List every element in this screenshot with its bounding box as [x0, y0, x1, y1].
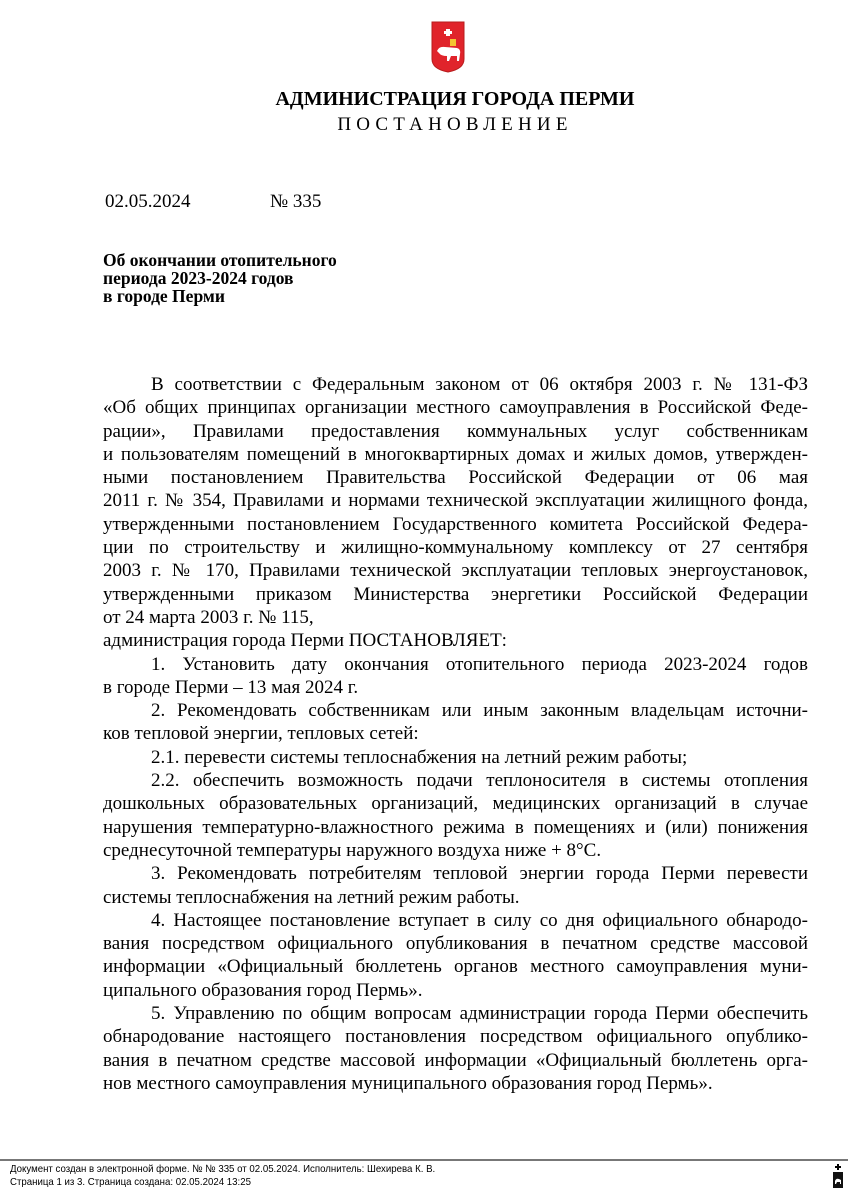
body-line: ными постановлением Правительства Российской Федерации от 06 мая	[103, 467, 808, 489]
document-type: ПОСТАНОВЛЕНИЕ	[337, 114, 573, 135]
body-line: информации «Официальный бюллетень органов местного самоуправления муни-	[103, 956, 808, 978]
perm-coat-of-arms-icon	[431, 21, 465, 73]
body-line: системы теплоснабжения на летний режим работы.	[103, 886, 520, 908]
body-line: от 24 марта 2003 г. № 115,	[103, 606, 314, 628]
body-line: утвержденными постановлением Государственного комитета Российской Федера-	[103, 513, 808, 535]
perm-emblem-small-icon	[832, 1163, 844, 1189]
subject-line: периода 2023-2024 годов	[103, 268, 294, 288]
body-line: нов местного самоуправления муниципального образования город Пермь».	[103, 1072, 713, 1094]
document-subject	[103, 251, 337, 305]
body-line: «Об общих принципах организации местного самоуправления в Российской Феде-	[103, 397, 808, 419]
body-line: среднесуточной температуры наружного воздуха ниже + 8°С.	[103, 839, 602, 861]
subject-line: в городе Перми	[103, 286, 225, 306]
body-line: В соответствии с Федеральным законом от 06 октября 2003 г. № 131-ФЗ	[151, 374, 808, 395]
footer-line: Страница 1 из 3. Страница создана: 02.05.2024 13:25	[10, 1175, 251, 1188]
body-line: 3. Рекомендовать потребителям тепловой энергии города Перми перевести	[151, 863, 808, 885]
body-line: нарушения температурно-влажностного режима в помещениях и (или) понижения	[103, 816, 808, 838]
body-line: 5. Управлению по общим вопросам администрации города Перми обеспечить	[151, 1003, 808, 1025]
body-line: 2.1. перевести системы теплоснабжения на летний режим работы;	[151, 746, 688, 768]
body-line: ков тепловой энергии, тепловых сетей:	[103, 723, 419, 745]
body-line: в городе Перми – 13 мая 2024 г.	[103, 676, 359, 698]
body-line: 2. Рекомендовать собственникам или иным законным владельцам источни-	[151, 700, 808, 722]
body-line: 2003 г. № 170, Правилами технической эксплуатации тепловых энергоустановок,	[103, 560, 808, 582]
body-line: 2011 г. № 354, Правилами и нормами технической эксплуатации жилищного фонда,	[103, 490, 808, 512]
body-line: ципального образования город Пермь».	[103, 979, 423, 1001]
body-line: администрация города Перми ПОСТАНОВЛЯЕТ:	[103, 630, 507, 652]
body-line: обнародование настоящего постановления посредством официального опублико-	[103, 1026, 808, 1048]
subject-line: Об окончании отопительного	[103, 250, 337, 270]
document-date: 02.05.2024	[105, 191, 191, 212]
document-body	[103, 373, 808, 1095]
footer-divider	[0, 1159, 848, 1161]
body-line: дошкольных образовательных организаций, медицинских организаций в случае	[103, 793, 808, 815]
body-line: утвержденными приказом Министерства энергетики Российской Федерации	[103, 583, 808, 605]
document-number: № 335	[270, 191, 322, 212]
footer	[10, 1163, 435, 1188]
body-line: 4. Настоящее постановление вступает в силу со дня официального обнародо-	[151, 909, 808, 931]
body-line: вания в печатном средстве массовой информации «Официальный бюллетень орга-	[103, 1049, 808, 1071]
body-line: ции по строительству и жилищно-коммунальному комплексу от 27 сентября	[103, 537, 808, 559]
organization-name: АДМИНИСТРАЦИЯ ГОРОДА ПЕРМИ	[275, 88, 635, 110]
body-line: 1. Установить дату окончания отопительного периода 2023-2024 годов	[151, 653, 808, 675]
footer-line: Документ создан в электронной форме. № № 335 от 02.05.2024. Исполнитель: Шехирева К. В.	[10, 1163, 436, 1175]
body-line: и пользователям помещений в многоквартирных домах и жилых домов, утвержден-	[103, 443, 808, 465]
body-line: рации», Правилами предоставления коммунальных услуг собственникам	[103, 420, 808, 442]
body-line: 2.2. обеспечить возможность подачи теплоносителя в системы отопления	[151, 770, 808, 792]
body-line: вания посредством официального опубликования в печатном средстве массовой	[103, 933, 808, 955]
